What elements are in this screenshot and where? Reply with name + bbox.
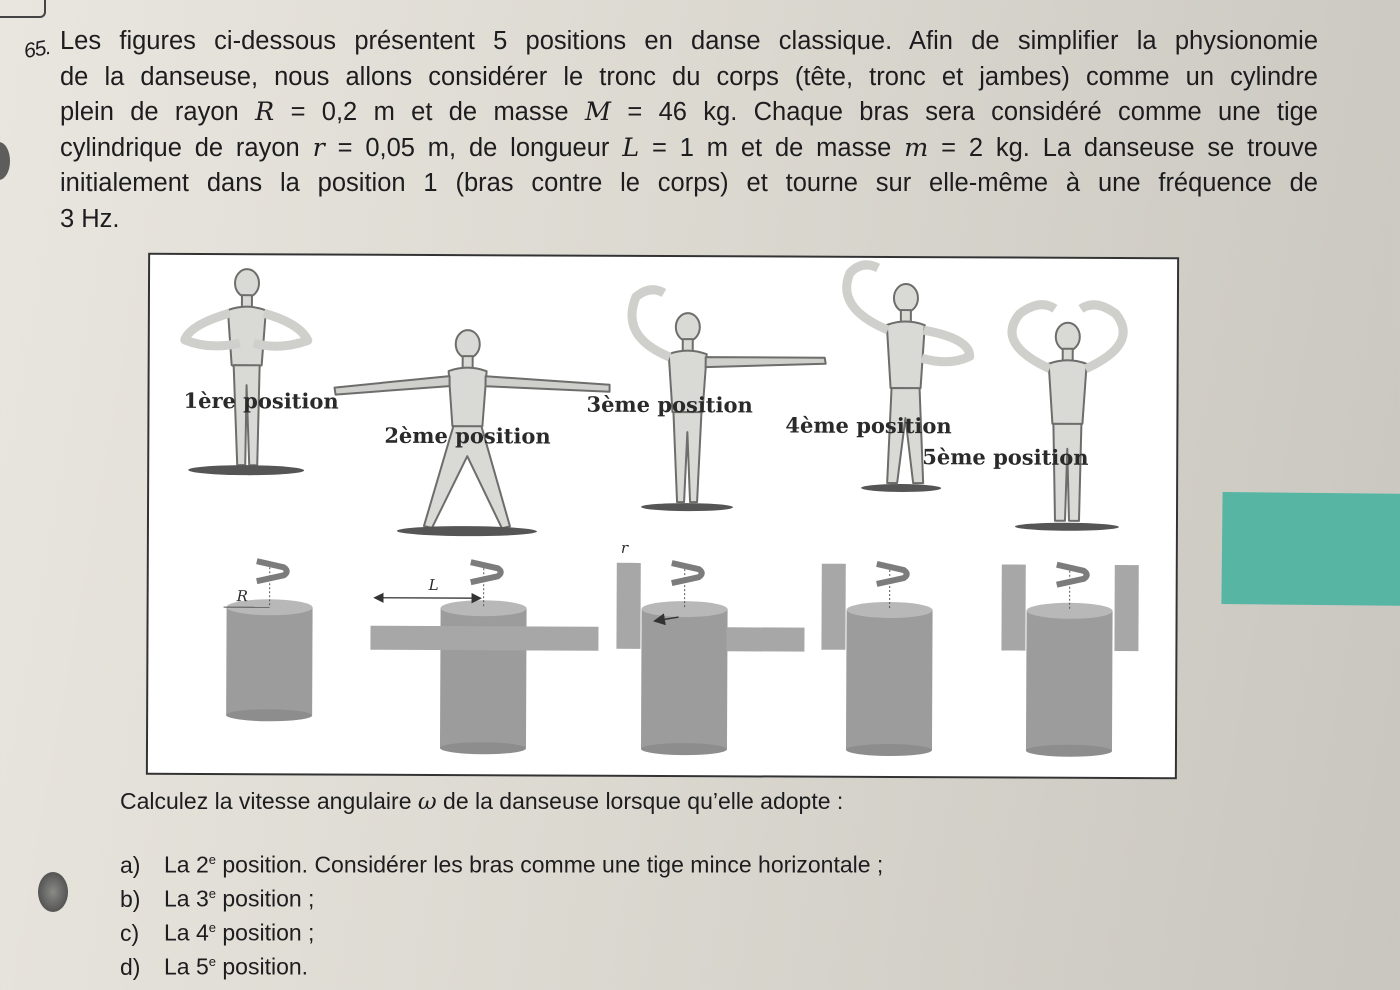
statement-text: = 2 kg. La danseuse se trouve (928, 133, 1318, 162)
exercise-number: 65. (22, 35, 52, 64)
variable-M: M (584, 97, 612, 127)
position-label-5: 5ème position (922, 444, 1089, 470)
statement-line: initialement dans la position 1 (bras contre le corps) et tourne sur elle-même à une fréquence de (60, 169, 1318, 197)
problem-statement (60, 24, 1318, 237)
binder-hole (0, 142, 10, 180)
variable-r: r (312, 132, 325, 163)
statement-line: de la danseuse, nous allons considérer le tronc du corps (tête, tronc et jambes) comme un cylindre (60, 62, 1318, 91)
position-label-2: 2ème position (384, 422, 551, 449)
binder-hole (38, 872, 68, 912)
statement-text: = 46 kg. Chaque bras sera considéré comme une tige (611, 98, 1318, 126)
variable-R: R (255, 97, 275, 127)
cylinder-model-4 (821, 564, 933, 756)
sticky-note (1221, 492, 1400, 606)
ordinal-suffix: e (208, 920, 216, 935)
label-R: R (236, 587, 248, 606)
question-item-a (120, 843, 883, 877)
label-L: L (428, 575, 439, 595)
question-text: La 2 (164, 851, 209, 878)
question-letter: b) (120, 885, 141, 912)
question-item-d (120, 945, 883, 979)
question-item-b (120, 877, 883, 911)
variable-L: L (622, 132, 640, 163)
dance-positions-figure (146, 253, 1179, 779)
statement-line: Les figures ci-dessous présentent 5 positions en danse classique. Afin de simplifier la physionomie (60, 27, 1318, 55)
question-list (120, 843, 883, 979)
question-text: La 4 (164, 919, 209, 946)
cylinder-model-2 (370, 562, 599, 755)
cylinder-model-3 (616, 563, 805, 756)
variable-m: m (904, 132, 929, 163)
question-intro-text: de la danseuse lorsque qu’elle adopte : (436, 788, 844, 814)
position-label-3: 3ème position (586, 391, 753, 418)
statement-text: = 0,2 m et de masse (274, 98, 585, 126)
cylinder-model-5 (1001, 564, 1139, 757)
question-letter: d) (120, 953, 141, 980)
label-r: r (620, 538, 629, 557)
ordinal-suffix: e (208, 954, 216, 969)
position-label-1: 1ère position (183, 387, 339, 414)
figure-drawing (148, 255, 1177, 777)
statement-text: plein de rayon (60, 98, 256, 126)
position-label-4: 4ème position (785, 412, 952, 439)
question-text: position. (216, 953, 309, 980)
dancer-figure-5 (1011, 305, 1123, 531)
question-intro (120, 788, 843, 815)
statement-text: = 1 m et de masse (639, 133, 905, 162)
ordinal-suffix: e (208, 852, 216, 867)
cylinder-model-1 (223, 561, 313, 721)
question-text: position. Considérer les bras comme une tige mince horizontale ; (216, 851, 884, 878)
statement-text: = 0,05 m, de longueur (324, 133, 623, 162)
question-intro-text: Calculez la vitesse angulaire (120, 788, 418, 814)
question-text: position ; (216, 885, 315, 912)
statement-line (60, 131, 1318, 167)
question-text: La 5 (164, 953, 209, 980)
question-text: position ; (216, 919, 315, 946)
page-corner (0, 0, 46, 18)
dancer-figure-1 (184, 269, 308, 476)
question-letter: c) (120, 919, 140, 946)
omega-symbol: ω (417, 789, 437, 815)
statement-line: 3 Hz. (60, 204, 120, 233)
statement-text: cylindrique de rayon (60, 133, 313, 162)
ordinal-suffix: e (208, 886, 216, 901)
statement-line (60, 95, 1318, 131)
question-item-c (120, 911, 883, 945)
question-text: La 3 (164, 885, 209, 912)
question-letter: a) (120, 851, 141, 878)
